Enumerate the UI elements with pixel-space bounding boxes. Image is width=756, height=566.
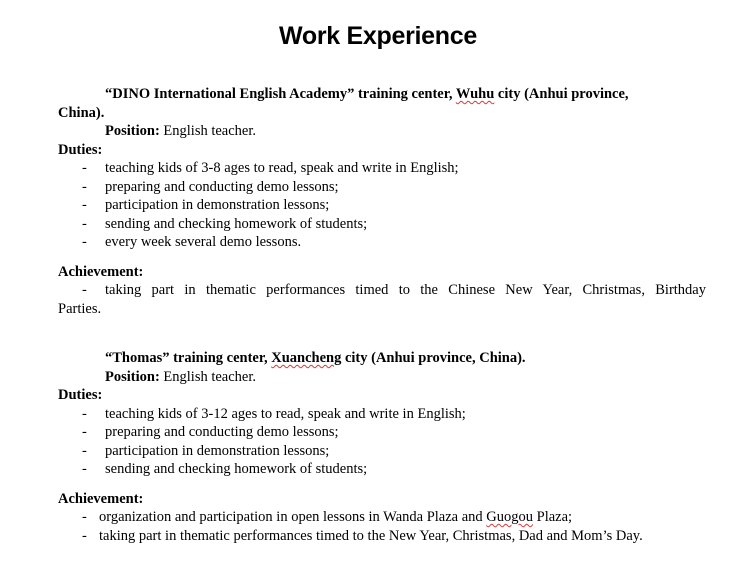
employer-location: city (Anhui province,	[494, 86, 629, 102]
duty-text: sending and checking homework of students;	[105, 461, 368, 477]
duty-item	[58, 405, 706, 424]
position-line	[58, 122, 706, 141]
bullet-dash: -	[82, 442, 87, 459]
duty-item	[58, 196, 706, 215]
achievement-text: organization and participation in open lessons in Wanda Plaza and	[99, 509, 487, 525]
duty-item	[58, 178, 706, 197]
duty-text: preparing and conducting demo lessons;	[105, 424, 339, 440]
position-label: Position:	[105, 368, 160, 385]
achievement-item	[58, 281, 706, 300]
position-label: Position:	[105, 123, 160, 139]
achievement-item	[58, 527, 706, 546]
achievement-text-end: Plaza;	[533, 509, 573, 525]
job-entry-thomas	[58, 349, 706, 545]
employer-city: Xuancheng	[271, 350, 342, 366]
employer-line	[58, 349, 706, 368]
position-line	[58, 368, 706, 387]
duty-item	[58, 159, 706, 178]
duty-item	[58, 215, 706, 234]
employer-location: city (Anhui province, China).	[341, 350, 526, 366]
bullet-dash: -	[82, 509, 87, 525]
duty-text: every week several demo lessons.	[105, 234, 302, 250]
achievement-label: Achievement:	[58, 490, 144, 507]
bullet-dash: -	[82, 424, 87, 440]
bullet-dash: -	[82, 234, 87, 250]
achievement-text-continued: Parties.	[58, 300, 102, 317]
plaza-name: Guogou	[486, 509, 534, 525]
duty-text: participation in demonstration lessons;	[105, 442, 330, 459]
position-value: English teacher.	[159, 123, 257, 139]
duty-text: participation in demonstration lessons;	[105, 197, 330, 213]
employer-line	[58, 85, 706, 104]
duty-item	[58, 460, 706, 479]
achievement-text: taking part in thematic performances timed to the Chinese New Year, Christmas, Birthday	[105, 282, 706, 298]
employer-name: “DINO International English Academy” training center,	[105, 86, 456, 102]
bullet-dash: -	[82, 178, 87, 195]
bullet-dash: -	[82, 405, 87, 422]
achievement-label: Achievement:	[58, 263, 144, 280]
duties-label: Duties:	[58, 387, 103, 403]
duty-text: teaching kids of 3-8 ages to read, speak and write in English;	[105, 160, 459, 176]
bullet-dash: -	[82, 197, 87, 213]
bullet-dash: -	[82, 282, 87, 298]
achievement-item	[58, 508, 706, 527]
page-title: Work Experience	[279, 22, 477, 50]
position-value: English teacher.	[159, 368, 257, 385]
bullet-dash: -	[82, 215, 87, 232]
employer-line-continued: China).	[58, 104, 105, 121]
duty-item	[58, 233, 706, 252]
employer-name: “Thomas” training center,	[105, 350, 272, 366]
job-entry-dino	[58, 85, 706, 318]
employer-city: Wuhu	[455, 86, 495, 102]
bullet-dash: -	[82, 527, 87, 544]
duty-item	[58, 423, 706, 442]
achievement-text: taking part in thematic performances timed to the New Year, Christmas, Dad and Mom’s Day.	[99, 527, 643, 544]
duty-text: teaching kids of 3-12 ages to read, speak and write in English;	[105, 405, 466, 422]
duties-label: Duties:	[58, 141, 103, 158]
duty-text: sending and checking homework of students;	[105, 215, 368, 232]
duty-text: preparing and conducting demo lessons;	[105, 178, 339, 195]
duty-item	[58, 442, 706, 461]
bullet-dash: -	[82, 461, 87, 477]
bullet-dash: -	[82, 160, 87, 176]
